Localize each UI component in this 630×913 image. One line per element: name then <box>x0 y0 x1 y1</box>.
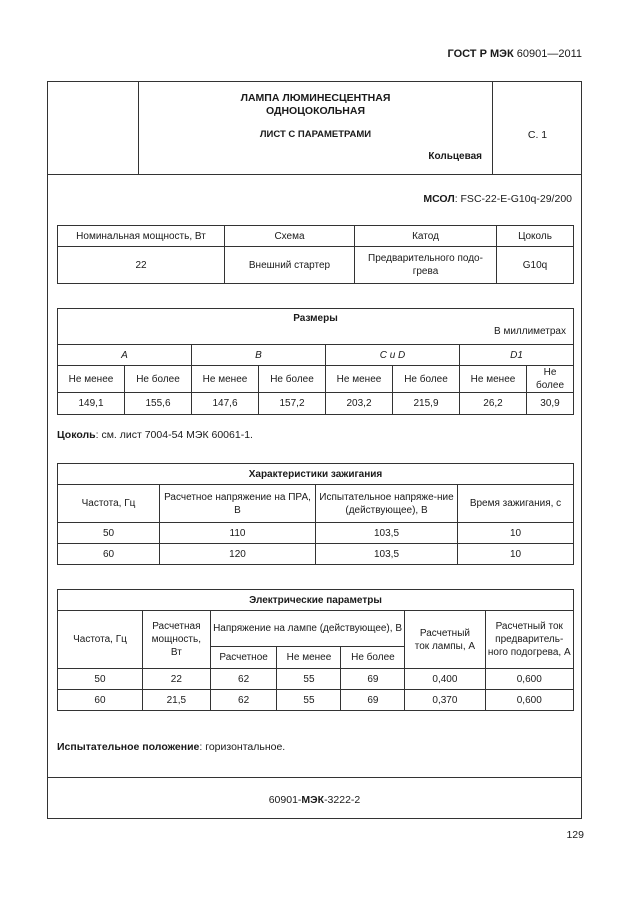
page-number: 129 <box>566 829 584 841</box>
electrical-header-power: Расчетная мощность, Вт <box>142 611 210 669</box>
params-cell: Внешний стартер <box>225 247 355 284</box>
ignition-cell: 103,5 <box>316 544 458 565</box>
dim-sub: Не более <box>259 366 326 393</box>
ignition-cell: 120 <box>160 544 316 565</box>
dim-value: 203,2 <box>326 393 393 415</box>
params-table <box>57 225 574 284</box>
electrical-cell: 50 <box>58 669 143 690</box>
lamp-title: ЛАМПА ЛЮМИНЕСЦЕНТНАЯ ОДНОЦОКОЛЬНАЯ <box>240 92 391 117</box>
dim-value: 155,6 <box>125 393 192 415</box>
electrical-header-voltage: Напряжение на лампе (действующее), В <box>210 611 405 647</box>
ignition-cell: 60 <box>58 544 160 565</box>
lamp-subtype: Кольцевая <box>428 151 482 162</box>
electrical-cell: 22 <box>142 669 210 690</box>
electrical-title: Электрические параметры <box>58 590 574 611</box>
params-header: Схема <box>225 226 355 247</box>
dim-sub: Не более <box>527 366 574 393</box>
electrical-cell: 55 <box>277 669 341 690</box>
dim-sub: Не менее <box>58 366 125 393</box>
electrical-subheader: Не более <box>341 647 405 669</box>
params-cell: G10q <box>497 247 574 284</box>
electrical-subheader: Не менее <box>277 647 341 669</box>
dim-group-b: B <box>192 345 326 366</box>
dim-value: 147,6 <box>192 393 259 415</box>
test-position-note: Испытательное положение: горизонтальное. <box>57 741 286 753</box>
standard-number: ГОСТ Р МЭК 60901—2011 <box>447 48 582 60</box>
dim-value: 26,2 <box>460 393 527 415</box>
dim-sub: Не менее <box>460 366 527 393</box>
electrical-cell: 55 <box>277 690 341 711</box>
ignition-header: Время зажигания, с <box>458 485 574 523</box>
dimensions-caption-cell <box>58 309 574 345</box>
dimensions-unit: В миллиметрах <box>494 326 566 337</box>
msol-code: МСОЛ: FSC-22-E-G10q-29/200 <box>423 193 572 205</box>
dim-value: 157,2 <box>259 393 326 415</box>
electrical-cell: 62 <box>210 669 277 690</box>
electrical-header-preheat: Расчетный ток предваритель-ного подогрева, А <box>485 611 574 669</box>
electrical-header-frequency: Частота, Гц <box>58 611 143 669</box>
dimensions-title: Размеры <box>293 313 338 324</box>
params-header: Катод <box>355 226 497 247</box>
ignition-cell: 110 <box>160 523 316 544</box>
dimensions-table <box>57 308 574 415</box>
electrical-cell: 0,600 <box>485 669 574 690</box>
electrical-cell: 0,600 <box>485 690 574 711</box>
header-blank-cell <box>48 82 139 174</box>
ignition-cell: 50 <box>58 523 160 544</box>
ignition-cell: 103,5 <box>316 523 458 544</box>
cap-note: Цоколь: см. лист 7004-54 МЭК 60061-1. <box>57 429 253 441</box>
ignition-header: Частота, Гц <box>58 485 160 523</box>
dim-sub: Не менее <box>326 366 393 393</box>
electrical-cell: 60 <box>58 690 143 711</box>
ignition-table <box>57 463 574 565</box>
electrical-cell: 69 <box>341 690 405 711</box>
electrical-subheader: Расчетное <box>210 647 277 669</box>
electrical-cell: 0,400 <box>405 669 485 690</box>
dim-value: 215,9 <box>393 393 460 415</box>
dim-value: 149,1 <box>58 393 125 415</box>
electrical-cell: 0,370 <box>405 690 485 711</box>
dim-sub: Не более <box>125 366 192 393</box>
header-page-cell <box>492 82 582 174</box>
ignition-title: Характеристики зажигания <box>58 464 574 485</box>
ignition-header: Испытательное напряже-ние (действующее), В <box>316 485 458 523</box>
electrical-cell: 69 <box>341 669 405 690</box>
ignition-cell: 10 <box>458 523 574 544</box>
sheet-code: 60901-МЭК-3222-2 <box>268 794 361 806</box>
ignition-header: Расчетное напряжение на ПРА, В <box>160 485 316 523</box>
dim-sub: Не более <box>393 366 460 393</box>
sheet-header <box>48 82 581 175</box>
ignition-cell: 10 <box>458 544 574 565</box>
dim-group-cd: C и D <box>326 345 460 366</box>
header-title-cell <box>139 82 492 174</box>
page-ref: С. 1 <box>527 129 548 141</box>
sheet-footer <box>48 777 581 820</box>
dim-group-d1: D1 <box>460 345 574 366</box>
dim-value: 30,9 <box>527 393 574 415</box>
sheet-label: ЛИСТ С ПАРАМЕТРАМИ <box>259 129 372 140</box>
params-header: Цоколь <box>497 226 574 247</box>
data-sheet-frame <box>47 81 582 819</box>
params-cell: Предварительного подо-грева <box>355 247 497 284</box>
electrical-cell: 21,5 <box>142 690 210 711</box>
electrical-header-current: Расчетный ток лампы, А <box>405 611 485 669</box>
params-cell: 22 <box>58 247 225 284</box>
dim-sub: Не менее <box>192 366 259 393</box>
electrical-table <box>57 589 574 711</box>
dim-group-a: A <box>58 345 192 366</box>
params-header: Номинальная мощность, Вт <box>58 226 225 247</box>
electrical-cell: 62 <box>210 690 277 711</box>
